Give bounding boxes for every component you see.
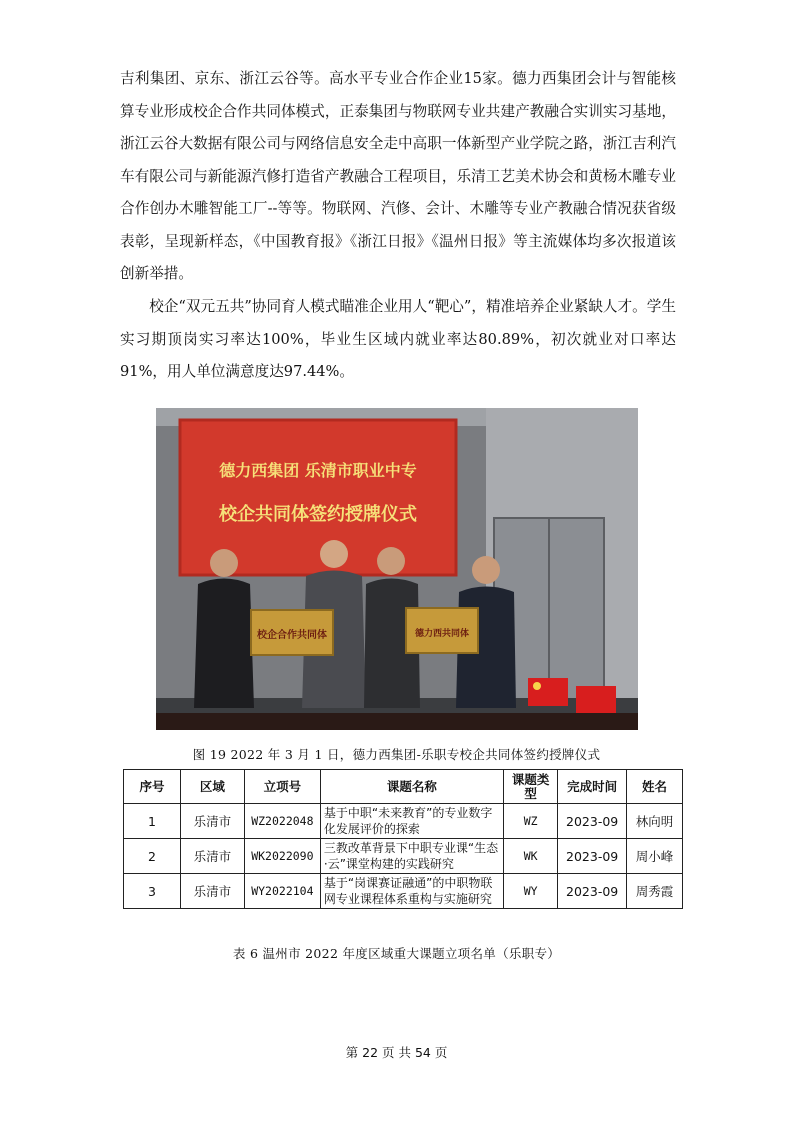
cell-title: 三教改革背景下中职专业课“生态·云”课堂构建的实践研究 xyxy=(320,839,503,874)
cell-type: WZ xyxy=(503,804,557,839)
header-region: 区域 xyxy=(180,770,244,804)
project-table xyxy=(123,769,683,909)
cell-region: 乐清市 xyxy=(180,804,244,839)
header-deadline: 完成时间 xyxy=(558,770,627,804)
cell-deadline: 2023-09 xyxy=(558,874,627,909)
cell-deadline: 2023-09 xyxy=(558,839,627,874)
cell-name: 周小峰 xyxy=(626,839,682,874)
cell-index: 3 xyxy=(124,874,181,909)
banner-line-2: 校企共同体签约授牌仪式 xyxy=(219,504,417,525)
cell-type: WK xyxy=(503,839,557,874)
cell-index: 1 xyxy=(124,804,181,839)
cell-project-no: WK2022090 xyxy=(244,839,320,874)
body-paragraph-2: 校企“双元五共”协同育人模式瞄准企业用人“靶心”，精准培养企业紧缺人才。学生实习期顶岗实习率达100%，毕业生区域内就业率达80.89%，初次就业对口率达91%，用人单位满意度达97.44%。 xyxy=(120,298,676,380)
header-project-no: 立项号 xyxy=(244,770,320,804)
cell-index: 2 xyxy=(124,839,181,874)
cell-region: 乐清市 xyxy=(180,839,244,874)
cell-title: 基于“岗课赛证融通”的中职物联网专业课程体系重构与实施研究 xyxy=(320,874,503,909)
cell-project-no: WY2022104 xyxy=(244,874,320,909)
header-name: 姓名 xyxy=(626,770,682,804)
table-row xyxy=(124,804,683,839)
cell-title: 基于中职“未来教育”的专业数字化发展评价的探索 xyxy=(320,804,503,839)
cell-name: 林向明 xyxy=(626,804,682,839)
body-paragraph-1: 吉利集团、京东、浙江云谷等。高水平专业合作企业15家。德力西集团会计与智能核算专业形成校企合作共同体模式，正泰集团与物联网专业共建产教融合实训实习基地，浙江云谷大数据有限公司与网络信息安全走中高职一体新型产业学院之路，浙江吉利汽车有限公司与新能源汽修打造省产教融合工程项目，乐清工艺美术协会和黄杨木雕专业合作创办木雕智能工厂--等等。物联网、汽修、会计、木雕等专业产教融合情况获省级表彰，呈现新样态，《中国教育报》《浙江日报》《温州日报》等主流媒体均多次报道该创新举措。 xyxy=(120,70,676,282)
figure-caption: 图 19 2022 年 3 月 1 日，德力西集团-乐职专校企共同体签约授牌仪式 xyxy=(192,747,601,762)
header-index: 序号 xyxy=(124,770,181,804)
header-type: 课题类型 xyxy=(503,770,557,804)
table-row xyxy=(124,839,683,874)
cell-region: 乐清市 xyxy=(180,874,244,909)
ceremony-photo xyxy=(156,408,638,730)
table-header-row xyxy=(124,770,683,804)
plaque-left-text: 校企合作共同体 xyxy=(257,630,327,641)
page-footer: 第 22 页 共 54 页 xyxy=(345,1045,448,1060)
table-row xyxy=(124,874,683,909)
cell-name: 周秀霞 xyxy=(626,874,682,909)
cell-type: WY xyxy=(503,874,557,909)
table-caption: 表 6 温州市 2022 年度区域重大课题立项名单（乐职专） xyxy=(232,946,561,961)
cell-deadline: 2023-09 xyxy=(558,804,627,839)
header-title: 课题名称 xyxy=(320,770,503,804)
banner-line-1: 德力西集团 乐清市职业中专 xyxy=(219,461,417,480)
plaque-right-text: 德力西共同体 xyxy=(414,629,470,639)
cell-project-no: WZ2022048 xyxy=(244,804,320,839)
